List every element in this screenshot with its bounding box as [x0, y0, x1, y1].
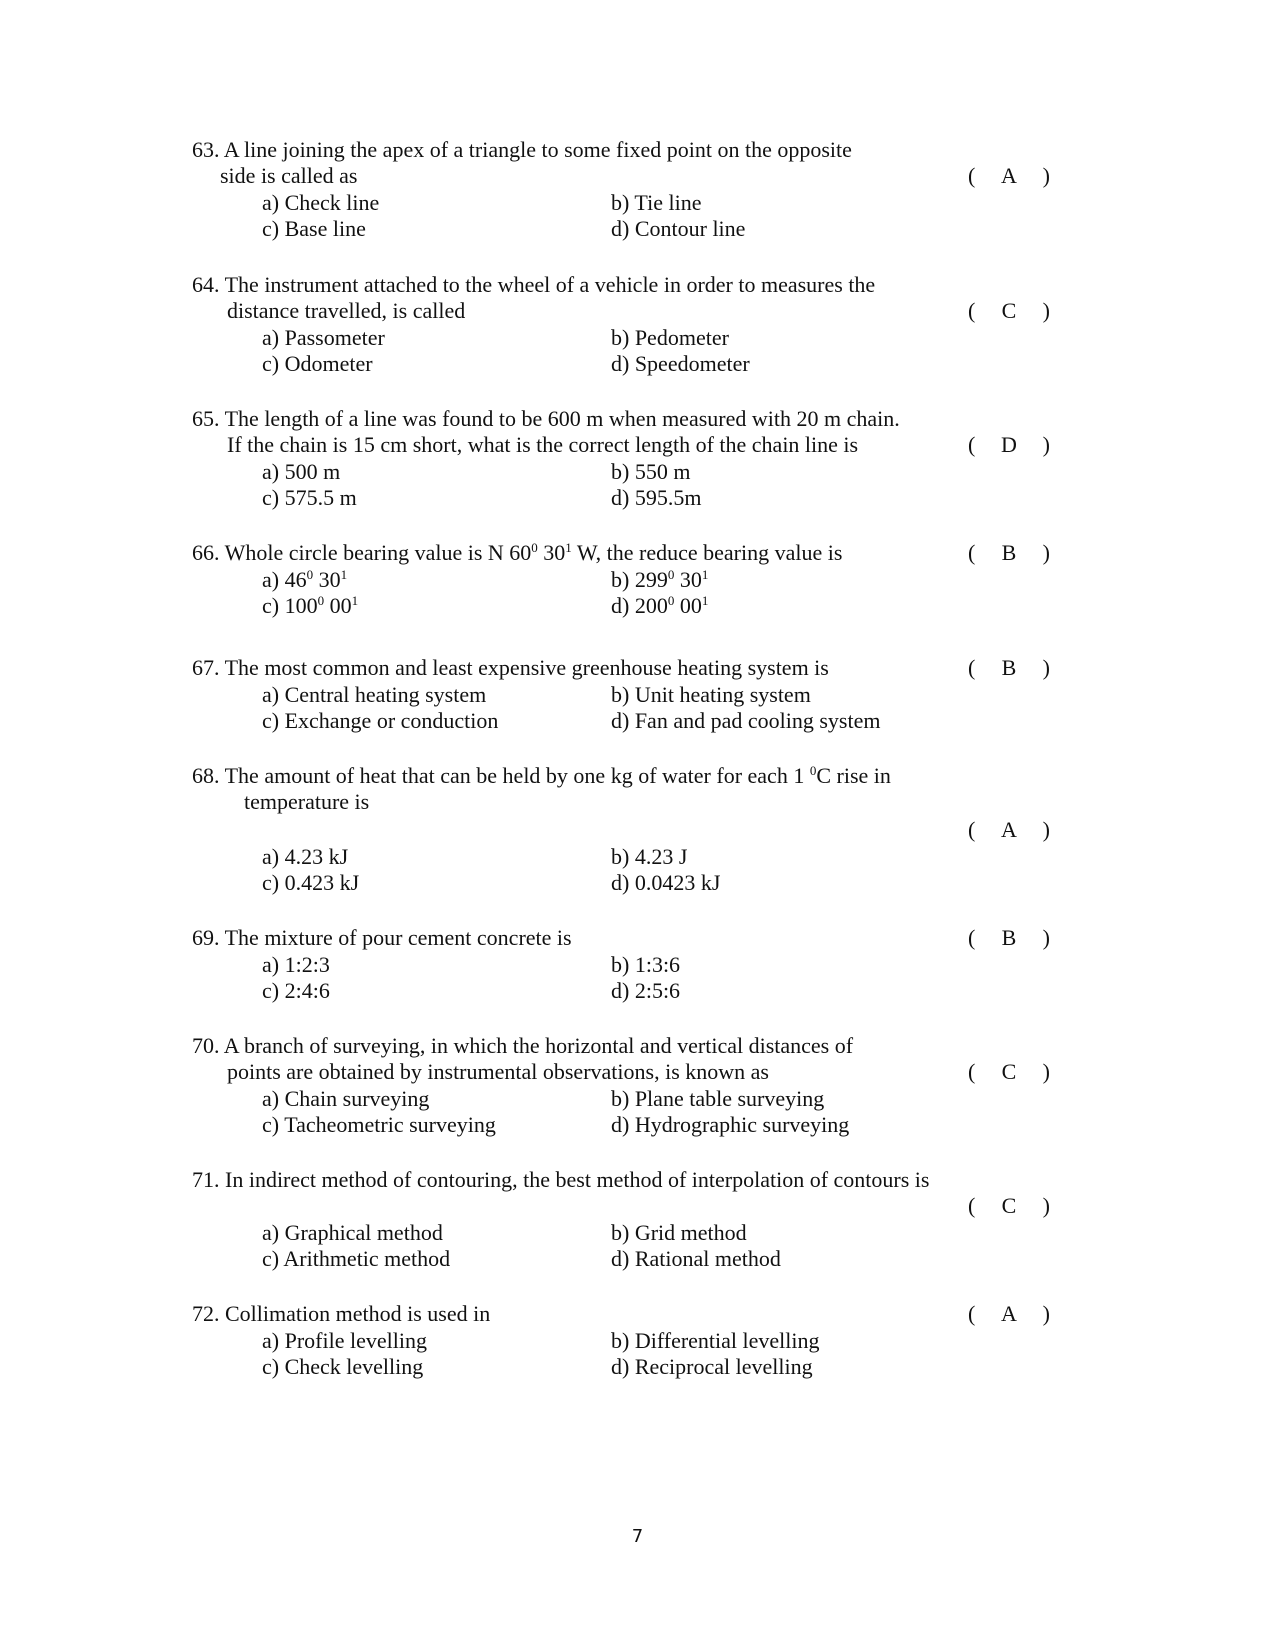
option-b: b) Differential levelling	[611, 1328, 820, 1353]
option-d: d) 2:5:6	[611, 978, 681, 1003]
option-b: b) Grid method	[611, 1220, 747, 1245]
answer-letter: A	[1001, 163, 1017, 188]
question-stem-line: 69. The mixture of pour cement concrete is	[192, 925, 572, 950]
question-stem-line: 67. The most common and least expensive greenhouse heating system is	[192, 655, 829, 680]
question-number: 65.	[192, 406, 220, 431]
question-stem-line: 71. In indirect method of contouring, the best method of interpolation of contours is	[192, 1167, 930, 1192]
option-b: b) Plane table surveying	[611, 1086, 825, 1111]
question-number: 68.	[192, 763, 220, 788]
question-number: 64.	[192, 272, 220, 297]
option-b: b) 4.23 J	[611, 844, 688, 869]
option-a: a) Chain surveying	[262, 1086, 430, 1111]
option-a: a) Check line	[262, 190, 380, 215]
option-b: b) $299^0$ $30^1$	[611, 567, 709, 592]
question-stem-line: points are obtained by instrumental observations, is known as	[227, 1059, 769, 1084]
question-number: 71.	[192, 1167, 220, 1192]
answer-letter: C	[1001, 298, 1017, 323]
option-d: d) Reciprocal levelling	[611, 1354, 813, 1379]
answer-letter: D	[1001, 432, 1017, 457]
option-d: d) Fan and pad cooling system	[611, 708, 881, 733]
answer-letter: A	[1001, 1301, 1017, 1326]
option-d: d) Hydrographic surveying	[611, 1112, 850, 1137]
option-a: a) 500 m	[262, 459, 341, 484]
option-a: a) 4.23 kJ	[262, 844, 349, 869]
option-a: a) Central heating system	[262, 682, 487, 707]
question-stem-line: distance travelled, is called	[227, 298, 466, 323]
option-b: b) 1:3:6	[611, 952, 681, 977]
option-c: c) Arithmetic method	[262, 1246, 451, 1271]
question-stem-line: 72. Collimation method is used in	[192, 1301, 491, 1326]
answer-letter: B	[1001, 540, 1017, 565]
option-d: d) Contour line	[611, 216, 746, 241]
page-number: 7	[631, 1526, 644, 1547]
question-number: 63.	[192, 137, 220, 162]
question-number: 69.	[192, 925, 220, 950]
question-number: 70.	[192, 1033, 220, 1058]
option-d: d) Speedometer	[611, 351, 750, 376]
question-stem-line: side is called as	[220, 163, 358, 188]
option-d: d) Rational method	[611, 1246, 781, 1271]
option-a: a) Passometer	[262, 325, 385, 350]
option-c: c) Base line	[262, 216, 366, 241]
question-number: 72.	[192, 1301, 220, 1326]
answer-letter: C	[1001, 1193, 1017, 1218]
option-b: b) Tie line	[611, 190, 702, 215]
question-stem-line: 64. The instrument attached to the wheel of a vehicle in order to measures the	[192, 272, 876, 297]
option-d: d) $200^0$ $00^1$	[611, 593, 709, 618]
question-stem-line: 63. A line joining the apex of a triangle to some fixed point on the opposite	[192, 137, 852, 162]
question-number: 67.	[192, 655, 220, 680]
option-a: a) Graphical method	[262, 1220, 443, 1245]
question-stem-line: 66. Whole circle bearing value is N $60^0$ $30^1$ W, the reduce bearing value is	[192, 540, 843, 565]
option-b: b) 550 m	[611, 459, 691, 484]
option-a: a) 1:2:3	[262, 952, 330, 977]
option-c: c) 0.423 kJ	[262, 870, 360, 895]
answer-letter: A	[1001, 817, 1017, 842]
answer-letter: B	[1001, 925, 1017, 950]
option-c: c) Exchange or conduction	[262, 708, 499, 733]
question-number: 66.	[192, 540, 220, 565]
question-stem-line: 68. The amount of heat that can be held by one kg of water for each 1 $^0$C rise in	[192, 763, 891, 788]
option-c: c) 2:4:6	[262, 978, 330, 1003]
option-c: c) Odometer	[262, 351, 373, 376]
option-a: a) $46^0$ $30^1$	[262, 567, 348, 592]
option-c: c) Tacheometric surveying	[262, 1112, 496, 1137]
option-d: d) 0.0423 kJ	[611, 870, 721, 895]
option-c: c) 575.5 m	[262, 485, 357, 510]
question-stem-line: temperature is	[244, 789, 370, 814]
question-stem-line: If the chain is 15 cm short, what is the correct length of the chain line is	[227, 432, 859, 457]
option-c: c) Check levelling	[262, 1354, 424, 1379]
option-d: d) 595.5m	[611, 485, 702, 510]
question-stem-line: 65. The length of a line was found to be 600 m when measured with 20 m chain.	[192, 406, 900, 431]
option-c: c) $100^0$ $00^1$	[262, 593, 359, 618]
answer-letter: B	[1001, 655, 1017, 680]
answer-letter: C	[1001, 1059, 1017, 1084]
option-b: b) Unit heating system	[611, 682, 811, 707]
question-stem-line: 70. A branch of surveying, in which the horizontal and vertical distances of	[192, 1033, 854, 1058]
option-b: b) Pedometer	[611, 325, 729, 350]
option-a: a) Profile levelling	[262, 1328, 427, 1353]
